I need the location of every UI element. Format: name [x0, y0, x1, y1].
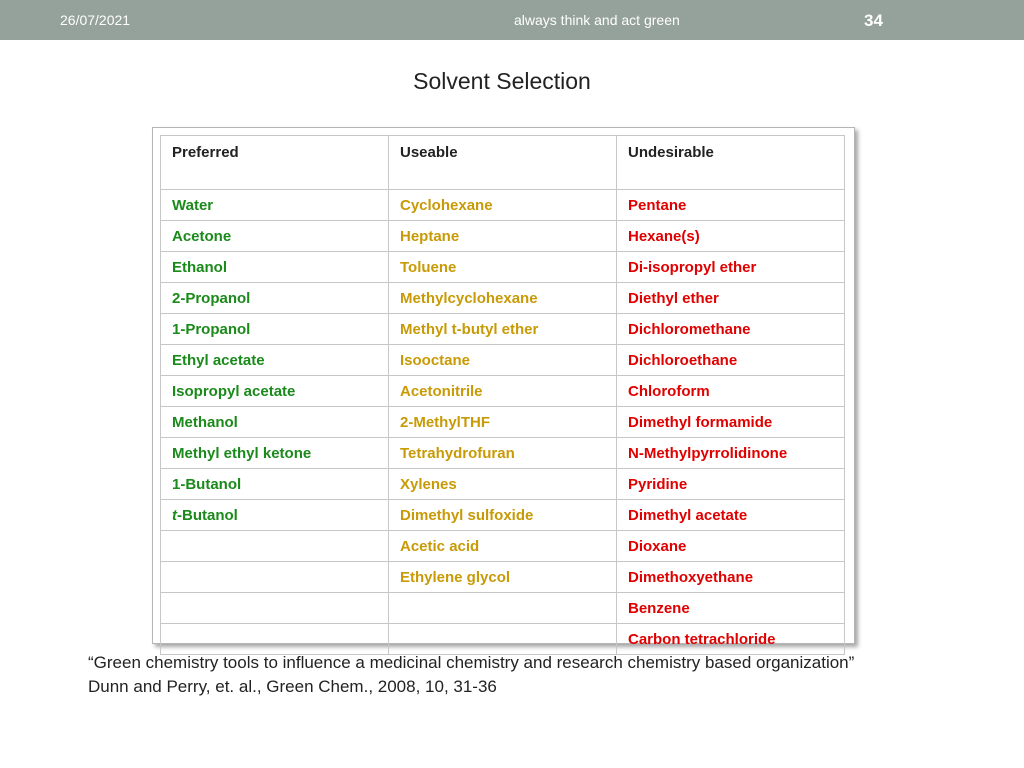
preferred-solvent-cell: Water [161, 190, 389, 221]
useable-solvent-cell: Xylenes [389, 469, 617, 500]
preferred-solvent-cell [161, 593, 389, 624]
undesirable-solvent-cell: Diethyl ether [617, 283, 845, 314]
slide-page-number: 34 [864, 11, 883, 30]
undesirable-solvent-cell: Dichloromethane [617, 314, 845, 345]
useable-solvent-cell: Dimethyl sulfoxide [389, 500, 617, 531]
preferred-solvent-cell: Methanol [161, 407, 389, 438]
undesirable-solvent-cell: Di-isopropyl ether [617, 252, 845, 283]
solvent-table-frame [152, 127, 855, 648]
table-row [161, 624, 845, 655]
useable-solvent-cell: Methylcyclohexane [389, 283, 617, 314]
useable-solvent-cell: 2-MethylTHF [389, 407, 617, 438]
useable-solvent-cell: Ethylene glycol [389, 562, 617, 593]
slide-title: Solvent Selection [413, 68, 591, 94]
preferred-solvent-cell [161, 624, 389, 655]
table-row [161, 531, 845, 562]
undesirable-solvent-cell: Carbon tetrachloride [617, 624, 845, 655]
preferred-solvent-cell [161, 500, 389, 531]
table-header-row [161, 136, 845, 190]
undesirable-solvent-cell: Hexane(s) [617, 221, 845, 252]
preferred-solvent-cell: 2-Propanol [161, 283, 389, 314]
preferred-solvent-cell: 1-Propanol [161, 314, 389, 345]
table-row [161, 190, 845, 221]
table-row [161, 283, 845, 314]
undesirable-solvent-cell: Dimethoxyethane [617, 562, 845, 593]
table-row [161, 345, 845, 376]
preferred-solvent-cell: Ethanol [161, 252, 389, 283]
preferred-solvent-cell: Ethyl acetate [161, 345, 389, 376]
useable-solvent-cell: Tetrahydrofuran [389, 438, 617, 469]
header-bar [0, 0, 1024, 40]
undesirable-solvent-cell: N-Methylpyrrolidinone [617, 438, 845, 469]
table-row [161, 407, 845, 438]
preferred-solvent-cell: Methyl ethyl ketone [161, 438, 389, 469]
preferred-solvent-cell: 1-Butanol [161, 469, 389, 500]
preferred-solvent-cell [161, 562, 389, 593]
slide-date: 26/07/2021 [60, 12, 131, 28]
solvent-table [160, 135, 845, 655]
useable-solvent-cell: Cyclohexane [389, 190, 617, 221]
undesirable-solvent-cell: Dimethyl acetate [617, 500, 845, 531]
table-row [161, 562, 845, 593]
slide-tagline: always think and act green [514, 12, 680, 28]
undesirable-solvent-cell: Pentane [617, 190, 845, 221]
undesirable-solvent-cell: Dimethyl formamide [617, 407, 845, 438]
solvent-name-rest: -Butanol [177, 506, 238, 524]
column-header-useable: Useable [389, 136, 617, 190]
useable-solvent-cell: Acetonitrile [389, 376, 617, 407]
table-row [161, 500, 845, 531]
column-header-preferred: Preferred [161, 136, 389, 190]
table-row [161, 221, 845, 252]
useable-solvent-cell [389, 624, 617, 655]
citation-reference: Dunn and Perry, et. al., Green Chem., 2008, 10, 31-36 [88, 677, 497, 696]
table-row [161, 469, 845, 500]
useable-solvent-cell: Acetic acid [389, 531, 617, 562]
table-row [161, 314, 845, 345]
useable-solvent-cell: Methyl t-butyl ether [389, 314, 617, 345]
useable-solvent-cell: Toluene [389, 252, 617, 283]
table-row [161, 438, 845, 469]
useable-solvent-cell: Isooctane [389, 345, 617, 376]
undesirable-solvent-cell: Pyridine [617, 469, 845, 500]
italic-prefix: t [172, 506, 177, 524]
useable-solvent-cell [389, 593, 617, 624]
undesirable-solvent-cell: Dioxane [617, 531, 845, 562]
citation-title: “Green chemistry tools to influence a medicinal chemistry and research chemistry based organization” [88, 653, 855, 672]
undesirable-solvent-cell: Benzene [617, 593, 845, 624]
table-row [161, 252, 845, 283]
undesirable-solvent-cell: Chloroform [617, 376, 845, 407]
column-header-undesirable: Undesirable [617, 136, 845, 190]
preferred-solvent-cell [161, 531, 389, 562]
preferred-solvent-cell: Isopropyl acetate [161, 376, 389, 407]
useable-solvent-cell: Heptane [389, 221, 617, 252]
undesirable-solvent-cell: Dichloroethane [617, 345, 845, 376]
citation [88, 651, 1008, 699]
table-row [161, 376, 845, 407]
table-row [161, 593, 845, 624]
preferred-solvent-cell: Acetone [161, 221, 389, 252]
